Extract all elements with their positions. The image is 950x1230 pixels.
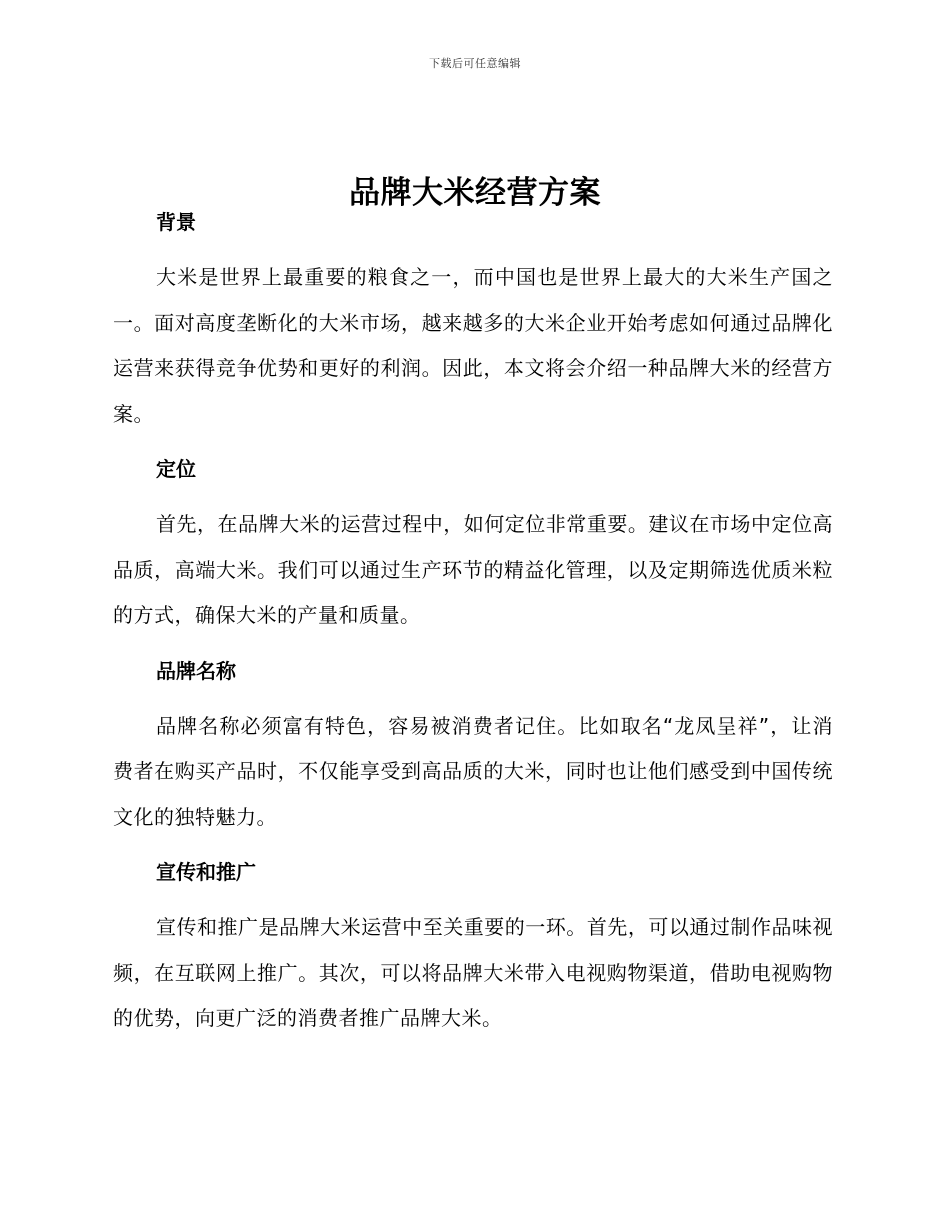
section-brand-name bbox=[113, 649, 833, 841]
section-heading: 品牌名称 bbox=[156, 658, 236, 683]
section-promotion bbox=[113, 850, 833, 1042]
section-heading: 宣传和推广 bbox=[156, 860, 256, 884]
document-title: 品牌大米经营方案 bbox=[349, 174, 601, 211]
document-body bbox=[113, 200, 833, 1042]
section-paragraph: 品牌名称必须富有特色，容易被消费者记住。比如取名“龙凤呈祥”，让消费者在购买产品时，不仅能享受到高品质的大米，同时也让他们感受到中国传统文化的独特魅力。 bbox=[113, 713, 833, 829]
section-positioning bbox=[113, 447, 833, 639]
section-background bbox=[113, 200, 833, 437]
section-paragraph: 宣传和推广是品牌大米运营中至关重要的一环。首先，可以通过制作品味视频，在互联网上推广。其次，可以将品牌大米带入电视购物渠道，借助电视购物的优势，向更广泛的消费者推广品牌大米。 bbox=[113, 915, 833, 1030]
section-paragraph: 首先，在品牌大米的运营过程中，如何定位非常重要。建议在市场中定位高品质，高端大米。我们可以通过生产环节的精益化管理，以及定期筛选优质米粒的方式，确保大米的产量和质量。 bbox=[113, 512, 833, 627]
section-paragraph: 大米是世界上最重要的粮食之一，而中国也是世界上最大的大米生产国之一。面对高度垄断化的大米市场，越来越多的大米企业开始考虑如何通过品牌化运营来获得竞争优势和更好的利润。因此，本文将会介绍一种品牌大米的经营方案。 bbox=[113, 265, 833, 426]
header-note: 下载后可任意编辑 bbox=[429, 57, 521, 70]
section-heading: 定位 bbox=[156, 457, 196, 481]
section-heading: 背景 bbox=[156, 210, 196, 234]
